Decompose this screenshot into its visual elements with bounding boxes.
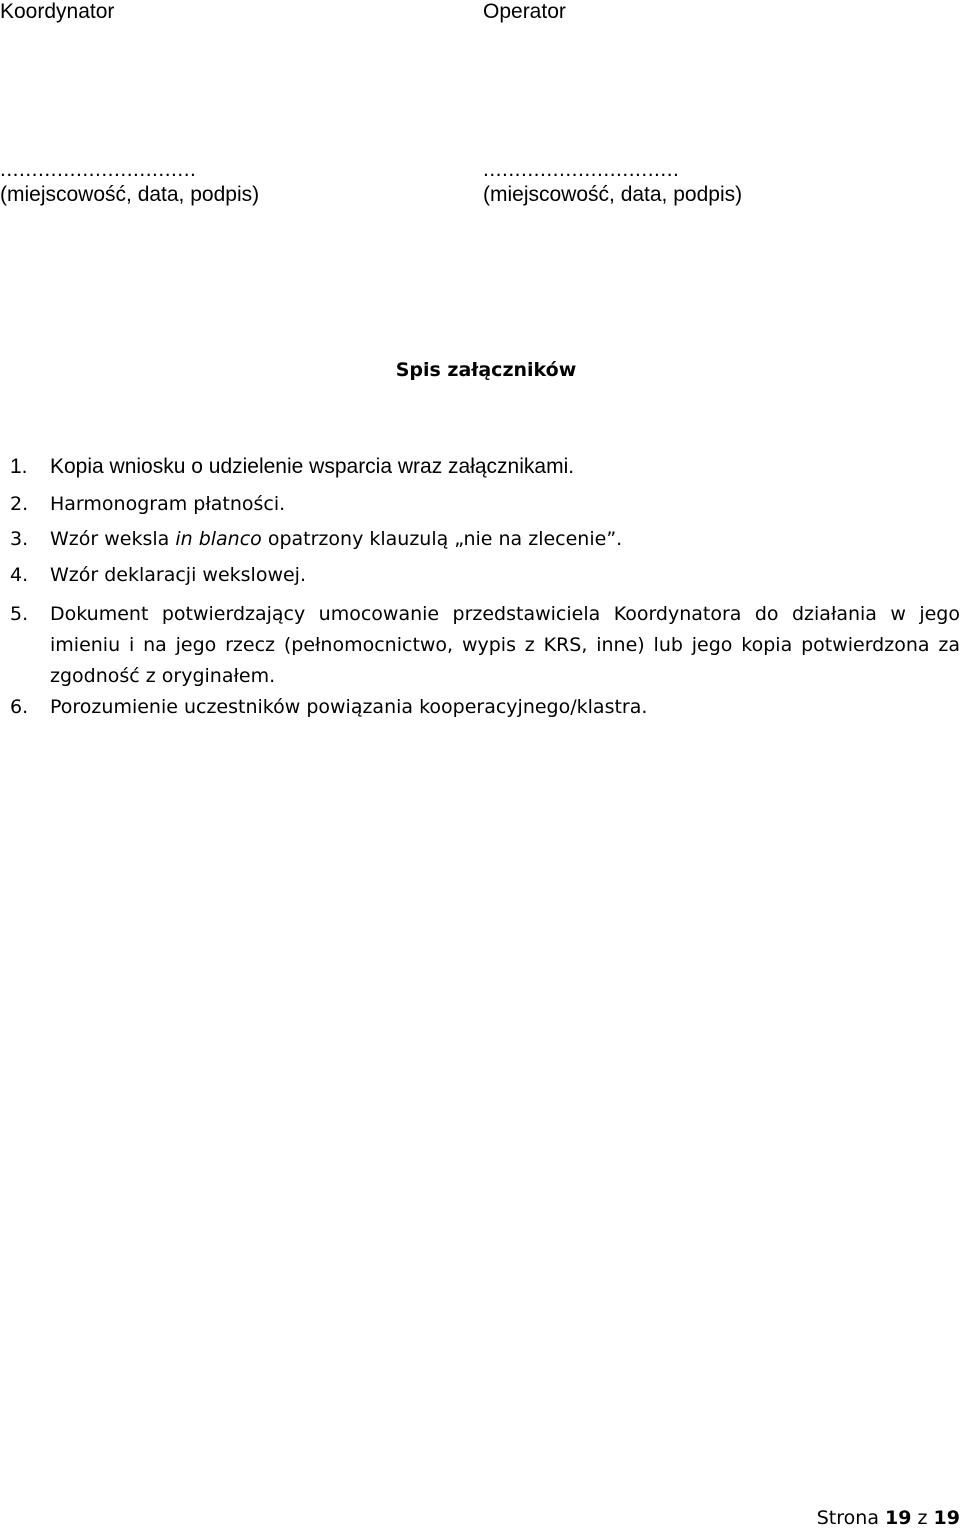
list-item-number: 2.	[10, 493, 29, 515]
list-item-number: 6.	[10, 696, 29, 718]
list-item	[10, 563, 960, 599]
list-item-text-italic: in blanco	[175, 528, 262, 550]
list-item-text-part: Wzór weksla	[50, 528, 176, 550]
list-item-number: 3.	[10, 528, 29, 550]
list-item	[10, 692, 960, 723]
list-item-number: 4.	[10, 564, 29, 586]
attachments-title: Spis załączników	[395, 359, 577, 381]
list-item-text-part: opatrzony klauzulą „nie na zlecenie”.	[261, 528, 623, 550]
signature-caption-operator: (miejscowość, data, podpis)	[483, 183, 743, 206]
signature-label-operator: Operator	[483, 0, 566, 23]
list-item-text: Harmonogram płatności.	[50, 493, 286, 515]
list-item	[10, 527, 960, 563]
current-page: 19	[885, 1507, 912, 1529]
list-item-text	[50, 528, 622, 550]
page-label: Strona	[816, 1507, 879, 1529]
list-item	[10, 492, 960, 527]
list-item	[10, 599, 960, 692]
signature-label-coordinator: Koordynator	[0, 0, 115, 23]
attachments-list	[10, 455, 960, 723]
list-item-number: 5.	[10, 603, 29, 625]
list-item-number: 1.	[10, 455, 28, 478]
signature-line-operator: ...............................	[483, 158, 680, 181]
signature-caption-coordinator: (miejscowość, data, podpis)	[0, 183, 260, 206]
list-item-text: Wzór deklaracji wekslowej.	[50, 564, 306, 586]
signature-line-coordinator: ...............................	[0, 158, 197, 181]
list-item-text: Dokument potwierdzający umocowanie przedstawiciela Koordynatora do działania w jego imieniu i na jego rzecz (pełnomocnictwo, wypis z KRS, inne) lub jego kopia potwierdzona za zgodność z oryginałem.	[50, 603, 960, 687]
total-pages: 19	[933, 1507, 960, 1529]
list-item	[10, 455, 960, 492]
page-separator: z	[917, 1507, 928, 1529]
list-item-text: Porozumienie uczestników powiązania kooperacyjnego/klastra.	[50, 696, 648, 718]
list-item-text: Kopia wniosku o udzielenie wsparcia wraz załącznikami.	[50, 455, 575, 478]
page-number	[817, 1507, 960, 1529]
